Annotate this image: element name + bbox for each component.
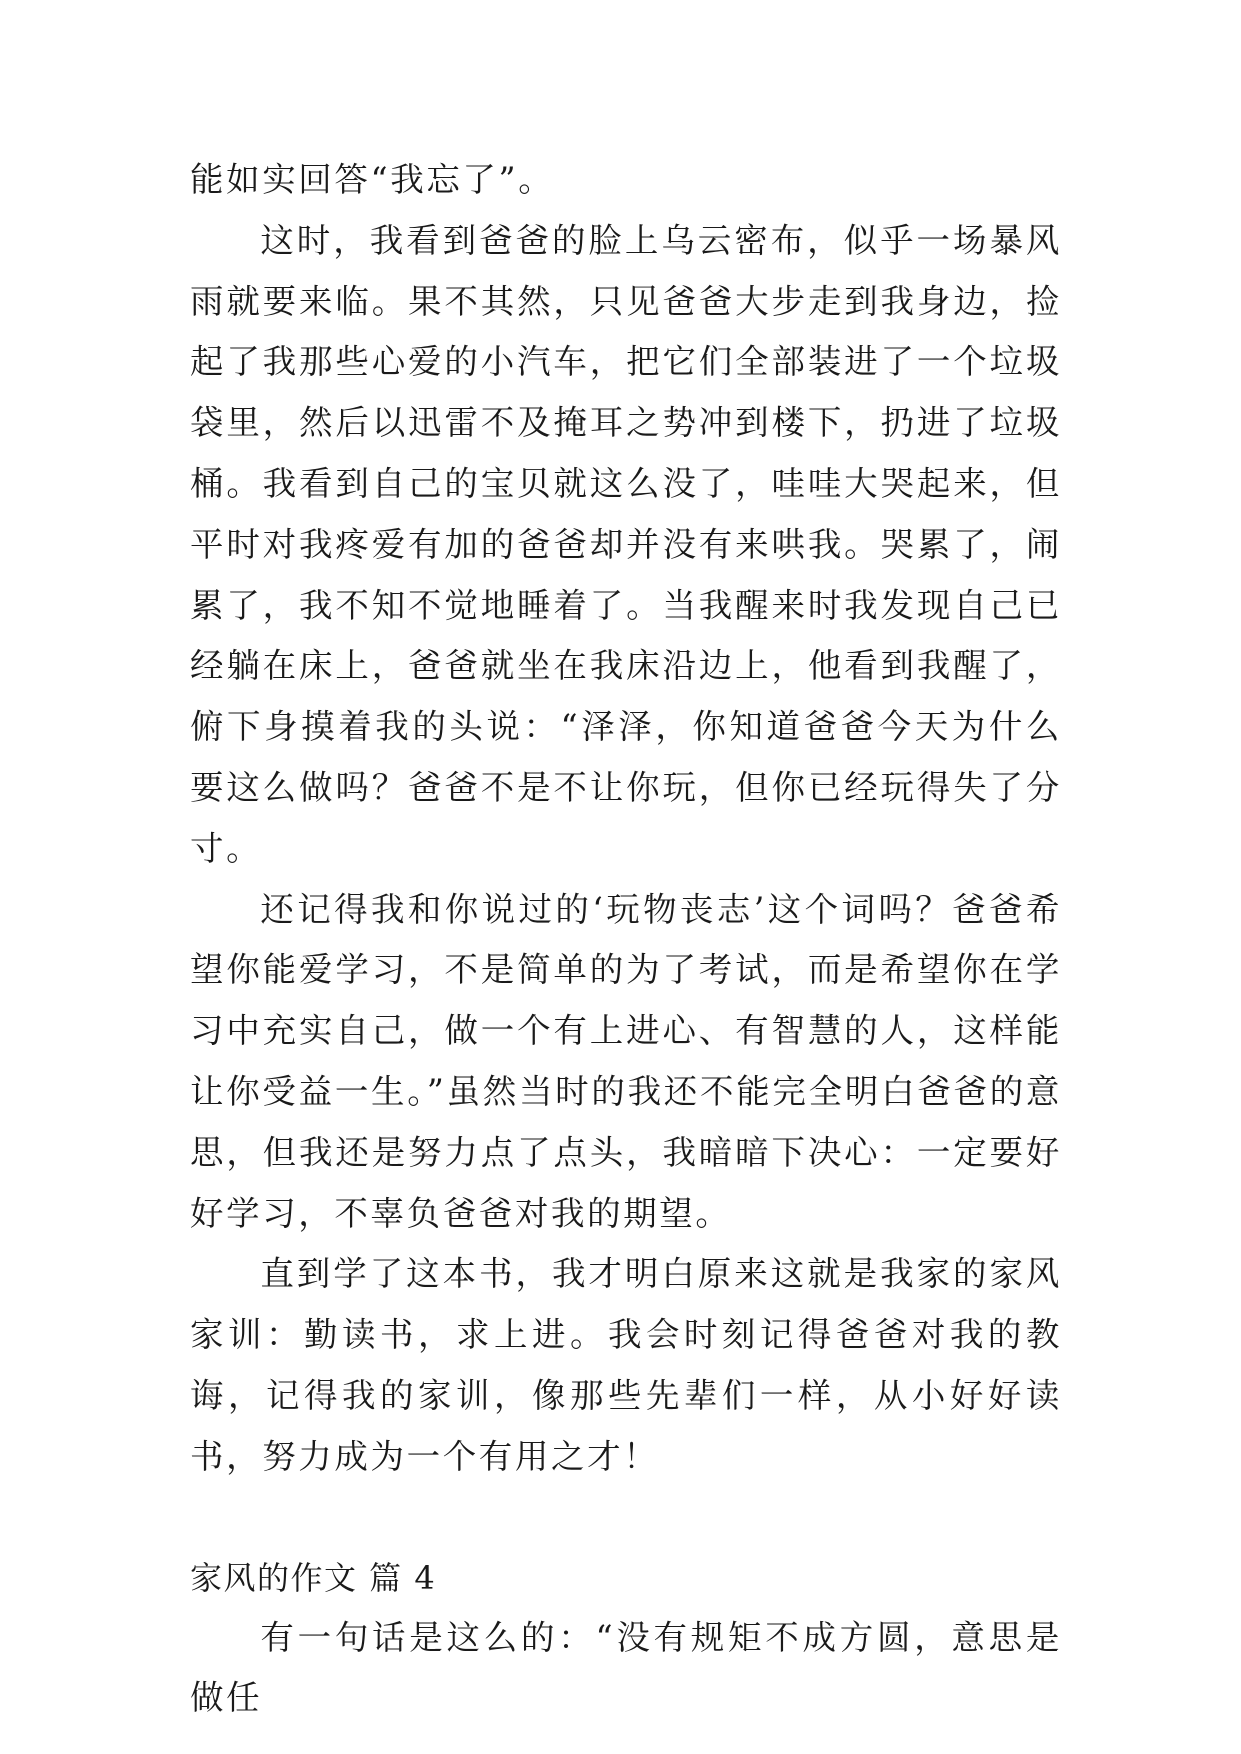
paragraph: 有一句话是这么的：“没有规矩不成方圆，意思是做任: [190, 1617, 1062, 1718]
paragraph-continuation: 能如实回答“我忘了”。: [190, 160, 555, 199]
paragraph: 直到学了这本书，我才明白原来这就是我家的家风家训：勤读书，求上进。我会时刻记得爸爸对我的教诲，记得我的家训，像那些先辈们一样，从小好好读书，努力成为一个有用之才！: [190, 1254, 1062, 1476]
document-body: [190, 150, 1062, 1729]
paragraph: 还记得我和你说过的‘玩物丧志’这个词吗？爸爸希望你能爱学习，不是简单的为了考试，而是希望你在学习中充实自己，做一个有上进心、有智慧的人，这样能让你受益一生。”虽然当时的我还不能完全明白爸爸的意思，但我还是努力点了点头，我暗暗下决心：一定要好好学习，不辜负爸爸对我的期望。: [190, 889, 1062, 1233]
section-heading: 家风的作文 篇 4: [190, 1558, 437, 1597]
paragraph: 这时，我看到爸爸的脸上乌云密布，似乎一场暴风雨就要来临。果不其然，只见爸爸大步走到我身边，捡起了我那些心爱的小汽车，把它们全部装进了一个垃圾袋里，然后以迅雷不及掩耳之势冲到楼下，扔进了垃圾桶。我看到自己的宝贝就这么没了，哇哇大哭起来，但平时对我疼爱有加的爸爸却并没有来哄我。哭累了，闹累了，我不知不觉地睡着了。当我醒来时我发现自己已经躺在床上，爸爸就坐在我床沿边上，他看到我醒了，俯下身摸着我的头说：“泽泽，你知道爸爸今天为什么要这么做吗？爸爸不是不让你玩，但你已经玩得失了分寸。: [190, 220, 1062, 868]
